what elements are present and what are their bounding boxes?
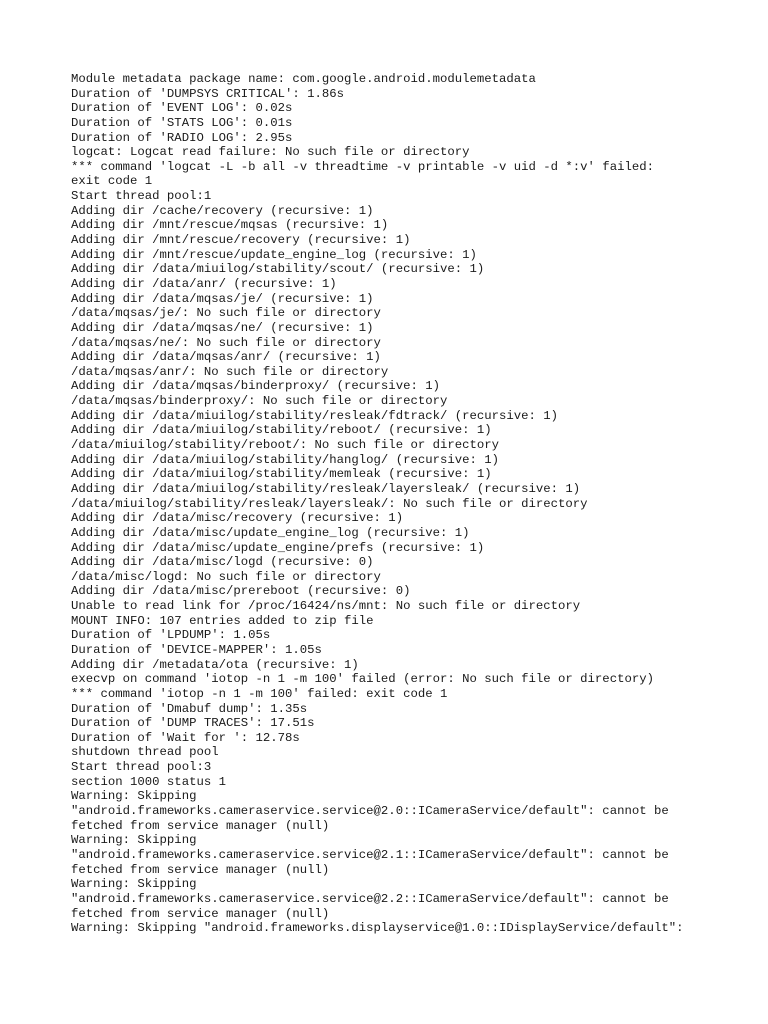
log-line: Adding dir /data/miuilog/stability/resleak/fdtrack/ (recursive: 1): [71, 408, 559, 423]
log-line: Adding dir /data/misc/recovery (recursive: 1): [71, 511, 404, 526]
log-line: fetched from service manager (null): [71, 818, 330, 833]
log-line: Unable to read link for /proc/16424/ns/mnt: No such file or directory: [71, 599, 581, 614]
log-line: Adding dir /data/misc/logd (recursive: 0): [71, 555, 374, 570]
log-line: Adding dir /data/anr/ (recursive: 1): [71, 276, 337, 291]
log-line: Duration of 'DUMPSYS CRITICAL': 1.86s: [71, 86, 345, 101]
log-line: execvp on command 'iotop -n 1 -m 100' failed (error: No such file or directory): [71, 672, 654, 687]
log-line: *** command 'iotop -n 1 -m 100' failed: exit code 1: [71, 686, 448, 701]
log-line: Warning: Skipping: [71, 877, 197, 892]
log-line: Warning: Skipping: [71, 833, 197, 848]
log-line: Duration of 'Wait for ': 12.78s: [71, 730, 300, 745]
log-line: Adding dir /metadata/ota (recursive: 1): [71, 657, 359, 672]
log-line: Duration of 'DUMP TRACES': 17.51s: [71, 716, 315, 731]
log-line: Adding dir /data/miuilog/stability/resleak/layersleak/ (recursive: 1): [71, 481, 581, 496]
log-document: [71, 72, 731, 936]
log-line: Start thread pool:3: [71, 760, 212, 775]
log-line: "android.frameworks.cameraservice.service@2.0::ICameraService/default": cannot be: [71, 804, 669, 819]
log-line: /data/mqsas/binderproxy/: No such file or directory: [71, 394, 448, 409]
log-line: Duration of 'Dmabuf dump': 1.35s: [71, 701, 308, 716]
log-line: exit code 1: [71, 174, 153, 189]
log-line: *** command 'logcat -L -b all -v threadtime -v printable -v uid -d *:v' failed:: [71, 159, 654, 174]
log-line: shutdown thread pool: [71, 745, 219, 760]
log-line: Start thread pool:1: [71, 189, 212, 204]
log-line: Adding dir /data/mqsas/anr/ (recursive: 1): [71, 350, 381, 365]
log-line: Warning: Skipping: [71, 789, 197, 804]
log-line: Adding dir /data/mqsas/ne/ (recursive: 1): [71, 320, 374, 335]
log-line: Duration of 'RADIO LOG': 2.95s: [71, 130, 293, 145]
log-line: Adding dir /data/miuilog/stability/scout/ (recursive: 1): [71, 262, 485, 277]
log-line: Duration of 'STATS LOG': 0.01s: [71, 115, 293, 130]
log-line: Module metadata package name: com.google.android.modulemetadata: [71, 72, 536, 86]
log-line: MOUNT INFO: 107 entries added to zip file: [71, 613, 374, 628]
log-line: Duration of 'EVENT LOG': 0.02s: [71, 101, 293, 116]
log-line: Adding dir /mnt/rescue/mqsas (recursive: 1): [71, 218, 389, 233]
log-line: Adding dir /data/misc/prereboot (recursive: 0): [71, 584, 411, 599]
log-line: /data/mqsas/ne/: No such file or directory: [71, 335, 381, 350]
log-line: Duration of 'DEVICE-MAPPER': 1.05s: [71, 642, 322, 657]
log-line: Adding dir /data/misc/update_engine/prefs (recursive: 1): [71, 540, 485, 555]
log-line: /data/mqsas/anr/: No such file or directory: [71, 364, 389, 379]
log-line: Adding dir /data/miuilog/stability/hanglog/ (recursive: 1): [71, 452, 500, 467]
log-line: Adding dir /mnt/rescue/recovery (recursive: 1): [71, 233, 411, 248]
log-line: /data/miuilog/stability/reboot/: No such file or directory: [71, 438, 500, 453]
log-line: Adding dir /cache/recovery (recursive: 1): [71, 203, 374, 218]
log-line: "android.frameworks.cameraservice.service@2.1::ICameraService/default": cannot be: [71, 847, 669, 862]
log-line: logcat: Logcat read failure: No such file or directory: [71, 145, 470, 160]
log-line: /data/misc/logd: No such file or directory: [71, 569, 381, 584]
log-line: fetched from service manager (null): [71, 862, 330, 877]
log-line: Duration of 'LPDUMP': 1.05s: [71, 628, 271, 643]
log-line: Adding dir /data/mqsas/binderproxy/ (recursive: 1): [71, 379, 440, 394]
log-line: /data/mqsas/je/: No such file or directory: [71, 306, 381, 321]
log-line: section 1000 status 1: [71, 774, 226, 789]
log-line: Warning: Skipping "android.frameworks.displayservice@1.0::IDisplayService/default":: [71, 921, 684, 936]
log-line: Adding dir /data/miuilog/stability/reboot/ (recursive: 1): [71, 423, 492, 438]
log-line: /data/miuilog/stability/resleak/layersleak/: No such file or directory: [71, 496, 588, 511]
log-line: Adding dir /data/miuilog/stability/memleak (recursive: 1): [71, 467, 492, 482]
log-line: "android.frameworks.cameraservice.service@2.2::ICameraService/default": cannot be: [71, 891, 669, 906]
log-line: Adding dir /data/misc/update_engine_log (recursive: 1): [71, 525, 470, 540]
log-line: Adding dir /data/mqsas/je/ (recursive: 1): [71, 291, 374, 306]
log-line: fetched from service manager (null): [71, 906, 330, 921]
log-line: Adding dir /mnt/rescue/update_engine_log (recursive: 1): [71, 247, 477, 262]
